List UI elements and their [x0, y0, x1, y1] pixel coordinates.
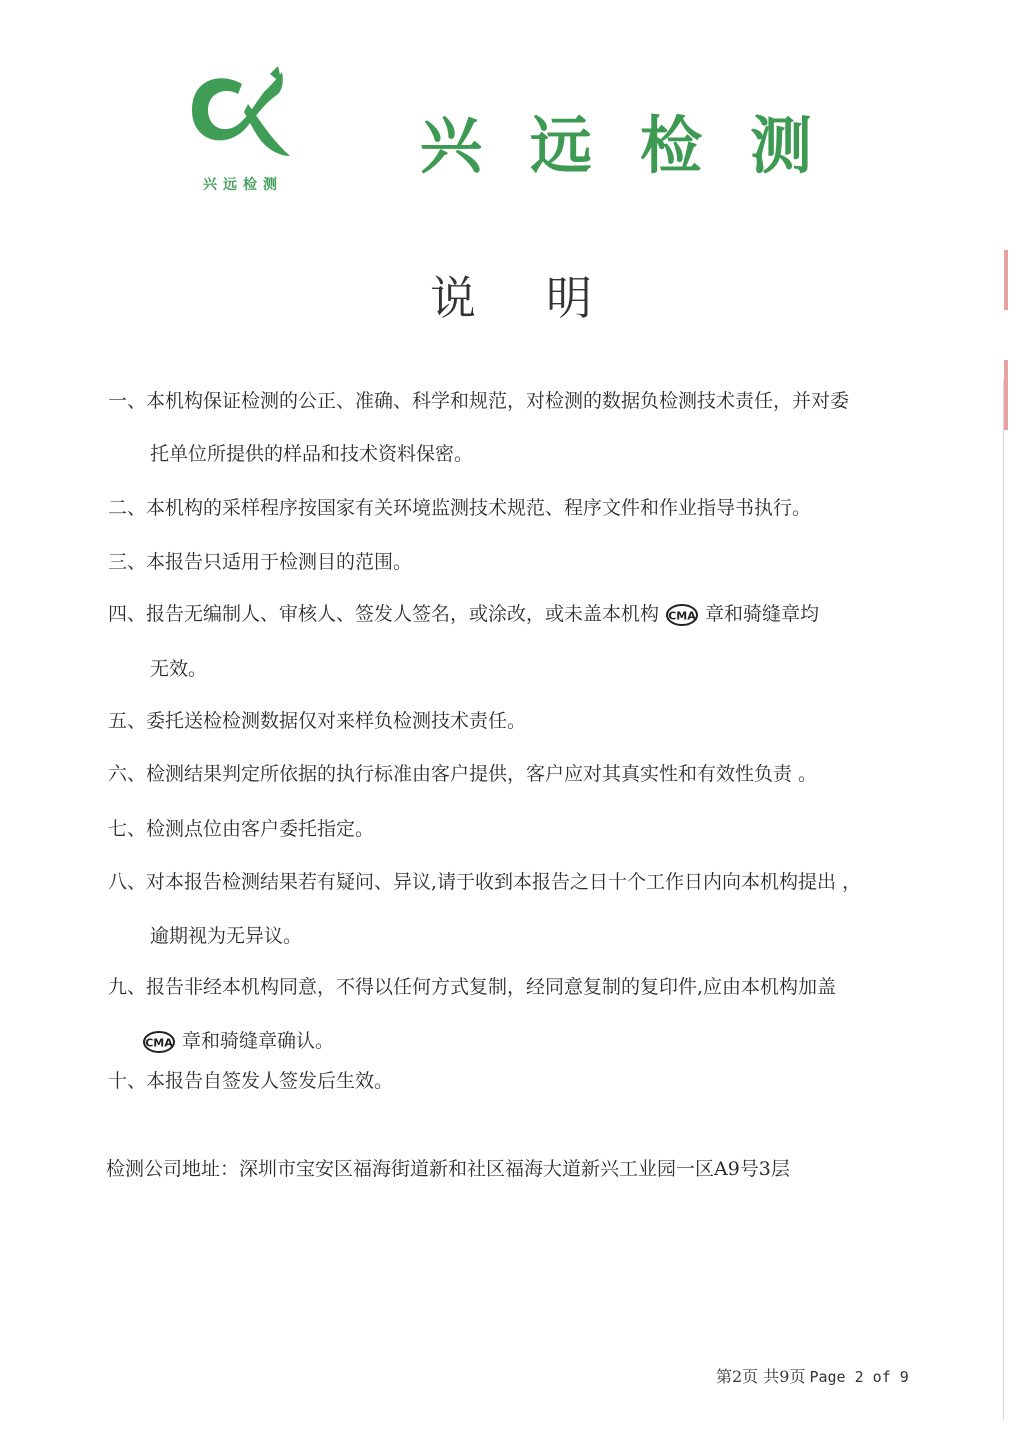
clause-1-continuation: 托单位所提供的样品和技术资料保密。: [150, 443, 474, 465]
clause-4-continuation: 无效。: [150, 658, 208, 680]
seal-edge-mark: [1004, 250, 1008, 310]
clause-9-continuation: CMA 章和骑缝章确认。: [142, 1029, 334, 1054]
scan-edge-line: [1003, 380, 1004, 1420]
clause-1: 一、本机构保证检测的公正、准确、科学和规范，对检测的数据负检测技术责任，并对委: [108, 390, 850, 412]
logo-caption: 兴远检测: [203, 177, 283, 193]
company-logo: [186, 64, 300, 196]
clause-4: 四、报告无编制人、审核人、签发人签名，或涂改，或未盖本机构 CMA 章和骑缝章均: [108, 603, 820, 625]
clause-3: 三、本报告只适用于检测目的范围。: [108, 551, 413, 573]
clause-7: 七、检测点位由客户委托指定。: [108, 818, 375, 840]
clause-10: 十、本报告自签发人签发后生效。: [108, 1070, 394, 1092]
seal-edge-mark: [1004, 360, 1008, 430]
cma-mark-icon: [142, 1030, 176, 1054]
clause-5: 五、委托送检检测数据仅对来样负检测技术责任。: [108, 710, 527, 732]
company-address: 检测公司地址：深圳市宝安区福海街道新和社区福海大道新兴工业园一区A9号3层: [106, 1158, 790, 1180]
clause-8-continuation: 逾期视为无异议。: [150, 925, 303, 947]
page-title: [430, 262, 630, 328]
clause-9: 九、报告非经本机构同意，不得以任何方式复制，经同意复制的复印件,应由本机构加盖: [108, 976, 837, 998]
page-number-zh: 第2页 共9页: [716, 1367, 806, 1386]
clause-6: 六、检测结果判定所依据的执行标准由客户提供，客户应对其真实性和有效性负责 。: [108, 763, 818, 785]
page-number-footer: [716, 1364, 909, 1387]
clause-2: 二、本机构的采样程序按国家有关环境监测技术规范、程序文件和作业指导书执行。: [108, 497, 812, 519]
page-number-en: Page 2 of 9: [809, 1368, 909, 1386]
cma-mark-icon: [665, 603, 699, 627]
svg-text:CMA: CMA: [668, 609, 696, 623]
svg-text:CMA: CMA: [145, 1036, 173, 1050]
alpha-logo-icon: [186, 64, 300, 174]
title-char-2: 明: [546, 271, 592, 325]
company-name-title: 兴远检测: [420, 109, 861, 182]
clause-8: 八、对本报告检测结果若有疑问、异议,请于收到本报告之日十个工作日内向本机构提出 ，: [108, 871, 862, 893]
title-char-1: 说: [430, 271, 476, 325]
